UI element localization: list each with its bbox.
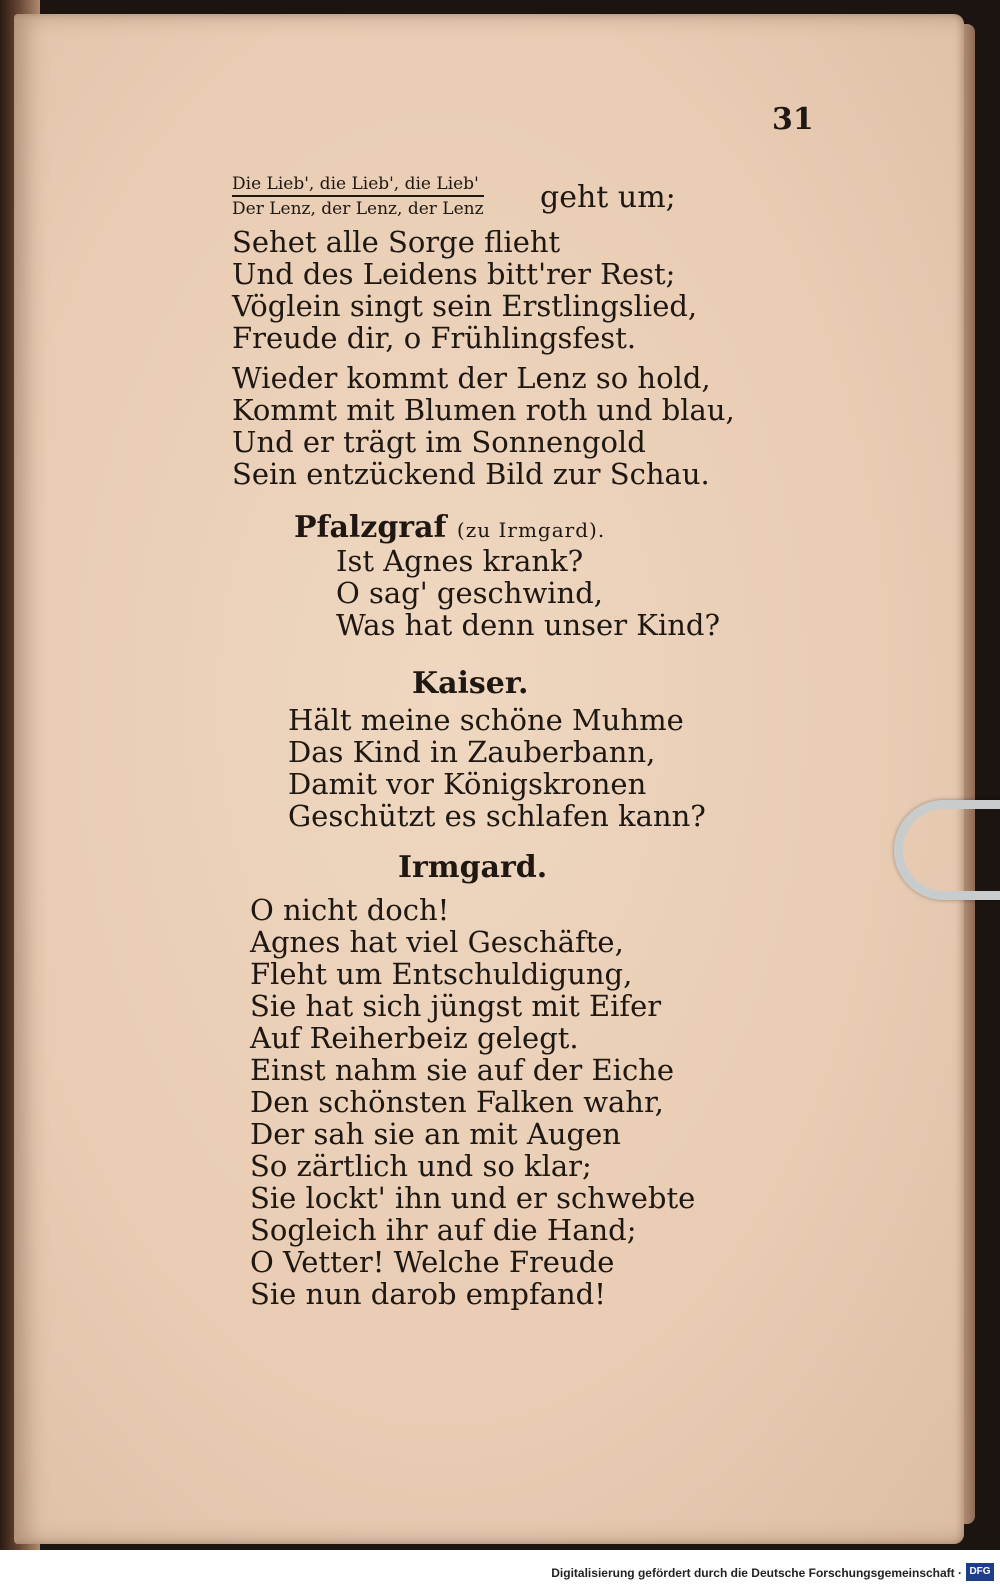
verse-line: Agnes hat viel Geschäfte, xyxy=(250,925,624,959)
paper-clip xyxy=(894,800,1000,900)
pfalzgraf-lines xyxy=(336,545,720,641)
stacked-line-tail: geht um; xyxy=(540,180,676,215)
verse-line: Auf Reiherbeiz gelegt. xyxy=(250,1021,579,1055)
verse-line: O nicht doch! xyxy=(250,893,450,927)
verse-line: Einst nahm sie auf der Eiche xyxy=(250,1053,675,1087)
verse-line: Sie hat sich jüngst mit Eifer xyxy=(250,989,662,1023)
digitization-footer xyxy=(0,1550,1000,1594)
verse-line: Sie nun darob empfand! xyxy=(250,1277,606,1311)
irmgard-lines xyxy=(250,894,695,1310)
stanza-1 xyxy=(232,226,697,354)
verse-line: Sie lockt' ihn und er schwebte xyxy=(250,1181,696,1215)
verse-line: Hält meine schöne Muhme xyxy=(288,703,684,737)
speaker-name: Pfalzgraf xyxy=(294,510,447,545)
speaker-pfalzgraf xyxy=(294,510,605,545)
verse-line: Damit vor Königskronen xyxy=(288,767,647,801)
verse-line: O sag' geschwind, xyxy=(336,576,604,610)
verse-line: Der sah sie an mit Augen xyxy=(250,1117,621,1151)
stacked-line-top: Die Lieb', die Lieb', die Lieb' xyxy=(232,174,484,197)
stanza-2 xyxy=(232,362,735,490)
verse-line: Sein entzückend Bild zur Schau. xyxy=(232,457,710,491)
verse-line: Sehet alle Sorge flieht xyxy=(232,225,561,259)
stage-direction: (zu Irmgard). xyxy=(456,518,606,542)
verse-line: So zärtlich und so klar; xyxy=(250,1149,592,1183)
stacked-alternative-line xyxy=(232,174,484,219)
verse-line: Und des Leidens bitt'rer Rest; xyxy=(232,257,676,291)
stacked-line-bottom: Der Lenz, der Lenz, der Lenz xyxy=(232,199,484,219)
speaker-kaiser: Kaiser. xyxy=(412,666,529,701)
verse-line: Sogleich ihr auf die Hand; xyxy=(250,1213,637,1247)
page-number: 31 xyxy=(772,102,814,137)
verse-line: Freude dir, o Frühlingsfest. xyxy=(232,321,637,355)
verse-line: Und er trägt im Sonnengold xyxy=(232,425,646,459)
verse-line: O Vetter! Welche Freude xyxy=(250,1245,615,1279)
kaiser-lines xyxy=(288,704,706,832)
speaker-irmgard: Irmgard. xyxy=(398,850,548,885)
verse-line: Vöglein singt sein Erstlingslied, xyxy=(232,289,698,323)
verse-line: Das Kind in Zauberbann, xyxy=(288,735,656,769)
verse-line: Ist Agnes krank? xyxy=(336,544,584,578)
verse-line: Was hat denn unser Kind? xyxy=(336,608,721,642)
verse-line: Geschützt es schlafen kann? xyxy=(288,799,706,833)
funding-credit: Digitalisierung gefördert durch die Deutsche Forschungsgemeinschaft · xyxy=(551,1566,962,1580)
verse-line: Den schönsten Falken wahr, xyxy=(250,1085,664,1119)
dfg-logo-icon: DFG xyxy=(966,1563,994,1581)
verse-line: Fleht um Entschuldigung, xyxy=(250,957,633,991)
verse-line: Wieder kommt der Lenz so hold, xyxy=(232,361,711,395)
verse-line: Kommt mit Blumen roth und blau, xyxy=(232,393,735,427)
